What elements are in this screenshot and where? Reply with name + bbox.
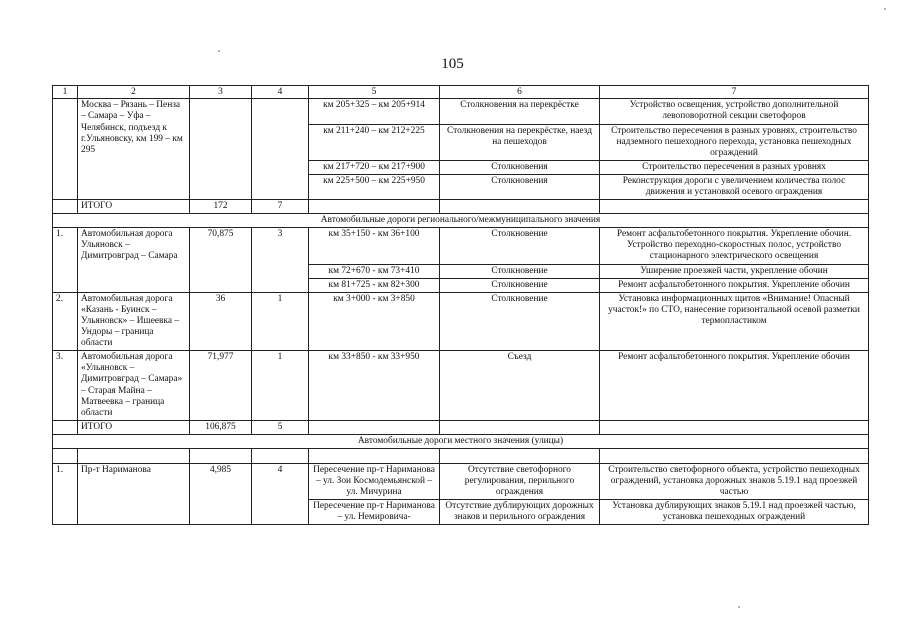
accident-type: Столкновение bbox=[440, 228, 600, 264]
empty-cell bbox=[309, 448, 440, 463]
total-length: 106,875 bbox=[190, 420, 252, 434]
road-length bbox=[190, 99, 252, 200]
total-label: ИТОГО bbox=[78, 420, 190, 434]
accident-type: Столкновения bbox=[440, 160, 600, 174]
site-count: 1 bbox=[252, 292, 309, 350]
measures: Установка информационных щитов «Внимание! Опасный участок!» по СТО, нанесение горизонтальной осевой разметки термопластиком bbox=[600, 292, 869, 350]
road-length: 71,977 bbox=[190, 351, 252, 421]
header-row bbox=[53, 86, 869, 99]
empty-cell bbox=[309, 420, 440, 434]
total-count: 7 bbox=[252, 200, 309, 214]
table-row bbox=[53, 351, 869, 421]
accident-type: Столкновение bbox=[440, 264, 600, 278]
header-cell: 4 bbox=[252, 86, 309, 99]
table-row bbox=[53, 99, 869, 124]
measures: Уширение проезжей части, укрепление обочин bbox=[600, 264, 869, 278]
accident-type: Столкновение bbox=[440, 278, 600, 292]
road-length: 70,875 bbox=[190, 228, 252, 292]
row-number: 1. bbox=[53, 228, 78, 292]
header-cell: 1 bbox=[53, 86, 78, 99]
accident-type: Отсутствие светофорного регулирования, перильного ограждения bbox=[440, 463, 600, 499]
total-label: ИТОГО bbox=[78, 200, 190, 214]
empty-cell bbox=[252, 448, 309, 463]
scan-speck bbox=[884, 8, 886, 10]
empty-cell bbox=[440, 420, 600, 434]
measures: Строительство пересечения в разных уровнях bbox=[600, 160, 869, 174]
site-count: 3 bbox=[252, 228, 309, 292]
road-name: Автомобильная дорога «Ульяновск – Димитровград – Самара» – Старая Майна – Матвеевка – граница области bbox=[78, 351, 190, 421]
km-range: км 33+850 - км 33+950 bbox=[309, 351, 440, 421]
road-name: Москва – Рязань – Пенза – Самара – Уфа – Челябинск, подъезд к г.Ульяновску, км 199 – км 295 bbox=[78, 99, 190, 200]
row-number: 2. bbox=[53, 292, 78, 350]
measures: Устройство освещения, устройство дополнительной левоповоротной секции светофоров bbox=[600, 99, 869, 124]
header-cell: 2 bbox=[78, 86, 190, 99]
road-length: 36 bbox=[190, 292, 252, 350]
page-number: 105 bbox=[441, 56, 464, 72]
empty-cell bbox=[53, 448, 78, 463]
accident-type: Отсутствие дублирующих дорожных знаков и перильного ограждения bbox=[440, 500, 600, 525]
scan-speck bbox=[218, 50, 220, 52]
spacer-row bbox=[53, 448, 869, 463]
site-count bbox=[252, 99, 309, 200]
measures: Реконструкция дороги с увеличением количества полос движения и установкой осевого ограждения bbox=[600, 174, 869, 199]
section-title: Автомобильные дороги местного значения (улицы) bbox=[53, 434, 869, 448]
row-number bbox=[53, 200, 78, 214]
header-cell: 3 bbox=[190, 86, 252, 99]
empty-cell bbox=[600, 200, 869, 214]
total-count: 5 bbox=[252, 420, 309, 434]
measures: Ремонт асфальтобетонного покрытия. Укрепление обочин bbox=[600, 351, 869, 421]
empty-cell bbox=[440, 200, 600, 214]
accident-type: Столкновения на перекрёстке, наезд на пешеходов bbox=[440, 124, 600, 160]
scan-speck bbox=[738, 606, 740, 608]
table-row bbox=[53, 292, 869, 350]
table-row bbox=[53, 228, 869, 264]
row-number bbox=[53, 420, 78, 434]
site-count: 4 bbox=[252, 463, 309, 524]
row-number bbox=[53, 99, 78, 200]
km-range: Пересечение пр-т Нариманова – ул. Немировича- bbox=[309, 500, 440, 525]
section-row bbox=[53, 434, 869, 448]
header-cell: 6 bbox=[440, 86, 600, 99]
total-row bbox=[53, 200, 869, 214]
km-range: км 81+725 - км 82+300 bbox=[309, 278, 440, 292]
section-title: Автомобильные дороги регионального/межмуниципального значения bbox=[53, 214, 869, 228]
accident-type: Съезд bbox=[440, 351, 600, 421]
empty-cell bbox=[78, 448, 190, 463]
measures: Ремонт асфальтобетонного покрытия. Укрепление обочин. Устройство переходно-скоростных полос, устройство стационарного электрического освещения bbox=[600, 228, 869, 264]
km-range: Пересечение пр-т Нариманова – ул. Зои Космодемьянской – ул. Мичурина bbox=[309, 463, 440, 499]
km-range: км 35+150 - км 36+100 bbox=[309, 228, 440, 264]
table-row bbox=[53, 463, 869, 499]
measures: Строительство пересечения в разных уровнях, строительство надземного пешеходного перехода, установка пешеходных ограждений bbox=[600, 124, 869, 160]
km-range: км 205+325 – км 205+914 bbox=[309, 99, 440, 124]
road-name: Автомобильная дорога «Казань - Буинск – Ульяновск» – Ишеевка – Ундоры – граница области bbox=[78, 292, 190, 350]
road-length: 4,985 bbox=[190, 463, 252, 524]
km-range: км 3+000 - км 3+850 bbox=[309, 292, 440, 350]
measures: Ремонт асфальтобетонного покрытия. Укрепление обочин bbox=[600, 278, 869, 292]
roads-table bbox=[52, 85, 869, 525]
km-range: км 72+670 - км 73+410 bbox=[309, 264, 440, 278]
total-row bbox=[53, 420, 869, 434]
header-cell: 7 bbox=[600, 86, 869, 99]
total-length: 172 bbox=[190, 200, 252, 214]
accident-type: Столкновения bbox=[440, 174, 600, 199]
section-row bbox=[53, 214, 869, 228]
km-range: км 225+500 – км 225+950 bbox=[309, 174, 440, 199]
site-count: 1 bbox=[252, 351, 309, 421]
empty-cell bbox=[600, 448, 869, 463]
accident-type: Столкновение bbox=[440, 292, 600, 350]
empty-cell bbox=[440, 448, 600, 463]
km-range: км 217+720 – км 217+900 bbox=[309, 160, 440, 174]
empty-cell bbox=[309, 200, 440, 214]
empty-cell bbox=[600, 420, 869, 434]
empty-cell bbox=[190, 448, 252, 463]
measures: Установка дублирующих знаков 5.19.1 над проезжей частью, установка пешеходных ограждений bbox=[600, 500, 869, 525]
road-name: Автомобильная дорога Ульяновск – Димитровград – Самара bbox=[78, 228, 190, 292]
row-number: 1. bbox=[53, 463, 78, 524]
header-cell: 5 bbox=[309, 86, 440, 99]
accident-type: Столкновения на перекрёстке bbox=[440, 99, 600, 124]
row-number: 3. bbox=[53, 351, 78, 421]
measures: Строительство светофорного объекта, устройство пешеходных ограждений, установка дорожных знаков 5.19.1 над проезжей частью bbox=[600, 463, 869, 499]
road-name: Пр-т Нариманова bbox=[78, 463, 190, 524]
km-range: км 211+240 – км 212+225 bbox=[309, 124, 440, 160]
